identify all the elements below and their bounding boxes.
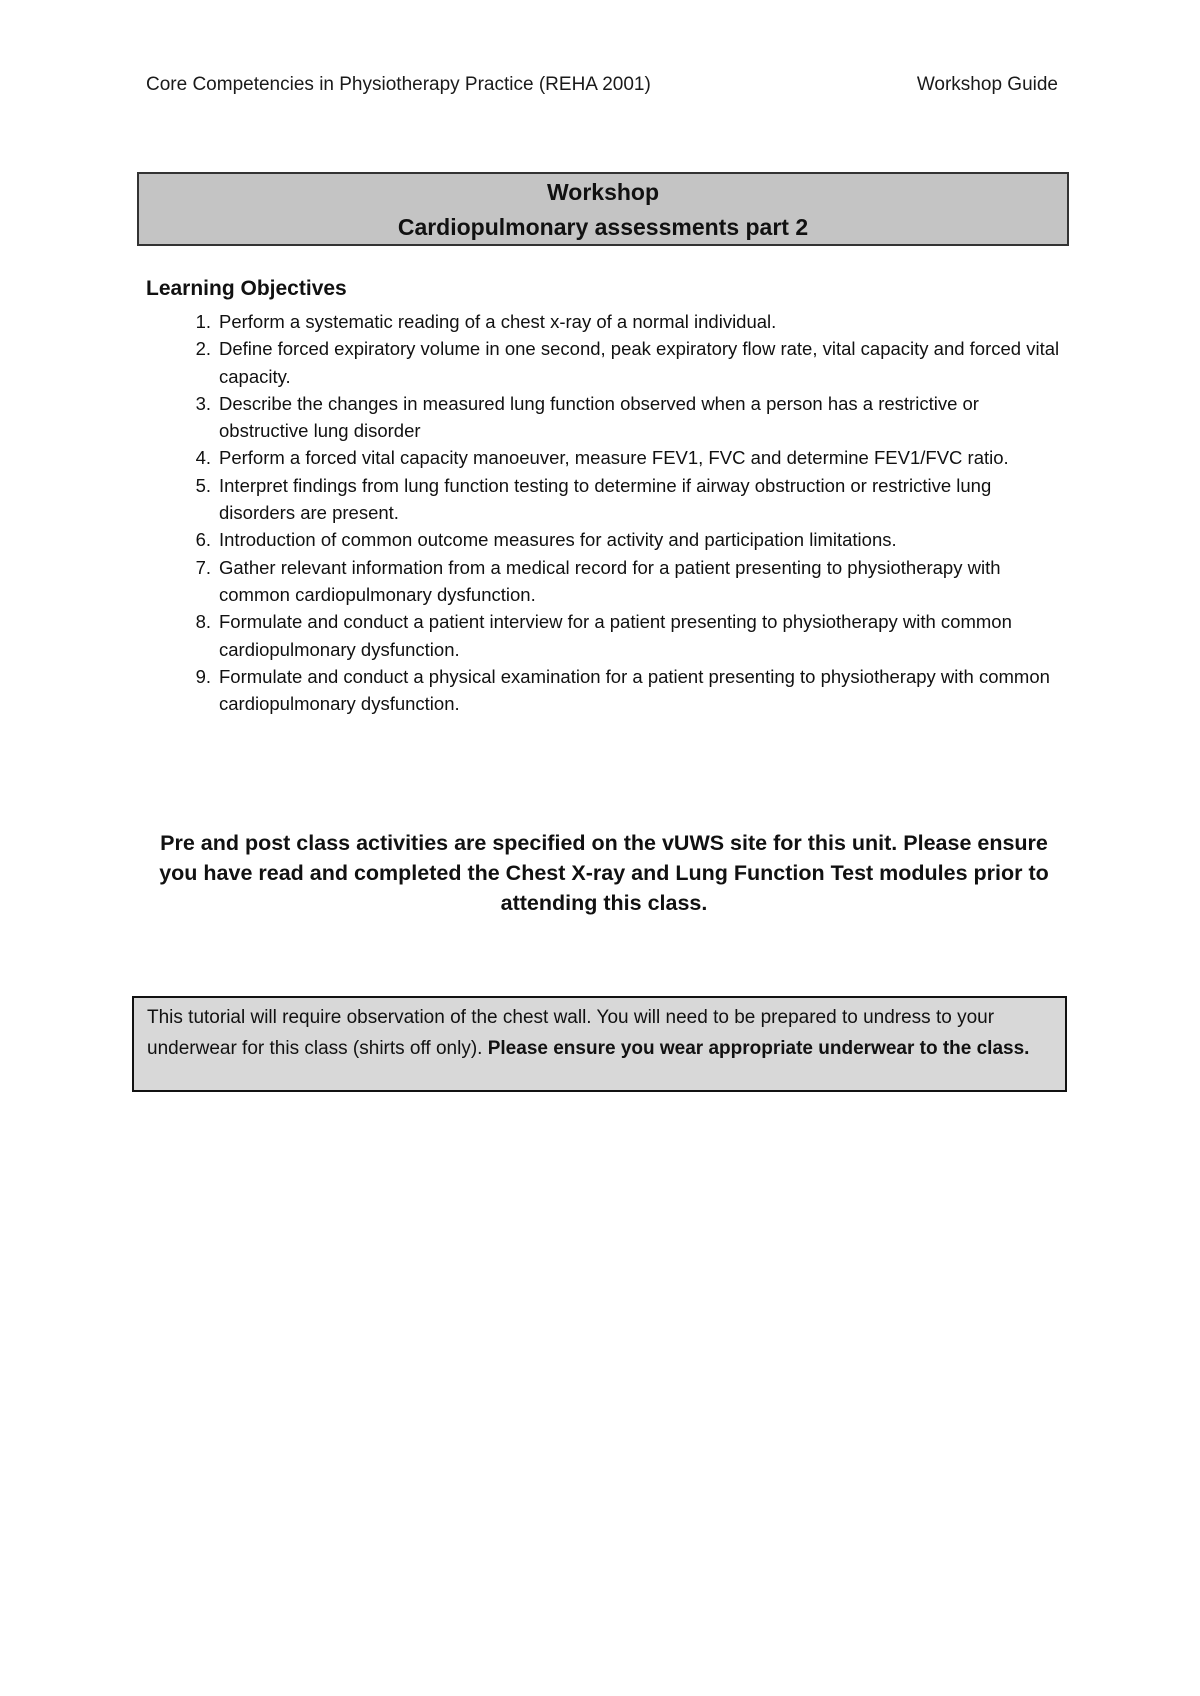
objective-number: 2. — [195, 338, 211, 360]
objective-number: 1. — [195, 311, 211, 332]
warning-text: This tutorial will require observation of the chest wall. You will need to be prepared to undress to your underwear for this class (shirts off only). — [147, 1007, 995, 1059]
objective-number: 9. — [195, 665, 211, 687]
objective-item — [146, 444, 1066, 471]
objective-item — [146, 308, 1066, 335]
objective-text: Interpret findings from lung function testing to determine if airway obstruction or restrictive lung disorders are present. — [219, 474, 992, 524]
objective-item — [146, 526, 1066, 553]
title-box — [137, 172, 1069, 246]
objective-number: 8. — [195, 611, 211, 633]
objective-number: 3. — [195, 392, 211, 414]
learning-objectives-list — [146, 308, 1066, 717]
header-document-type: Workshop Guide — [916, 74, 1058, 95]
objective-number: 5. — [195, 474, 211, 496]
title-line-2: Cardiopulmonary assessments part 2 — [397, 214, 809, 240]
objective-item — [146, 390, 1066, 445]
objective-text: Perform a forced vital capacity manoeuver, measure FEV1, FVC and determine FEV1/FVC ratio. — [219, 447, 1009, 469]
objective-item — [146, 472, 1066, 527]
objective-text: Formulate and conduct a physical examination for a patient presenting to physiotherapy with common cardiopulmonary dysfunction. — [219, 665, 1050, 715]
objective-item — [146, 335, 1066, 390]
learning-objectives-heading: Learning Objectives — [146, 277, 347, 300]
objective-text: Describe the changes in measured lung function observed when a person has a restrictive or obstructive lung disorder — [219, 392, 979, 442]
objective-number: 6. — [195, 529, 211, 551]
objective-text: Introduction of common outcome measures for activity and participation limitations. — [219, 529, 897, 551]
objective-item — [146, 663, 1066, 718]
objective-number: 4. — [195, 447, 211, 469]
title-line-1: Workshop — [546, 179, 660, 205]
objective-text: Perform a systematic reading of a chest x-ray of a normal individual. — [219, 311, 777, 332]
objective-item — [146, 608, 1066, 663]
objective-text: Define forced expiratory volume in one second, peak expiratory flow rate, vital capacity and forced vital capacity. — [219, 338, 1060, 387]
header-course-title: Core Competencies in Physiotherapy Practice (REHA 2001) — [146, 74, 651, 95]
objective-text: Formulate and conduct a patient interview for a patient presenting to physiotherapy with common cardiopulmonary dysfunction. — [219, 611, 1012, 660]
objective-number: 7. — [195, 556, 211, 578]
page-header — [146, 74, 1058, 96]
attire-warning-box — [132, 996, 1067, 1092]
warning-bold-text: Please ensure you wear appropriate underwear to the class. — [487, 1038, 1030, 1059]
objective-item — [146, 554, 1066, 609]
class-activities-notice: Pre and post class activities are specified on the vUWS site for this unit. Please ensure you have read and completed the Chest X-ray and Lung Function Test modules prior to attending this class. — [159, 831, 1049, 915]
objective-text: Gather relevant information from a medical record for a patient presenting to physiotherapy with common cardiopulmonary dysfunction. — [219, 556, 1001, 605]
